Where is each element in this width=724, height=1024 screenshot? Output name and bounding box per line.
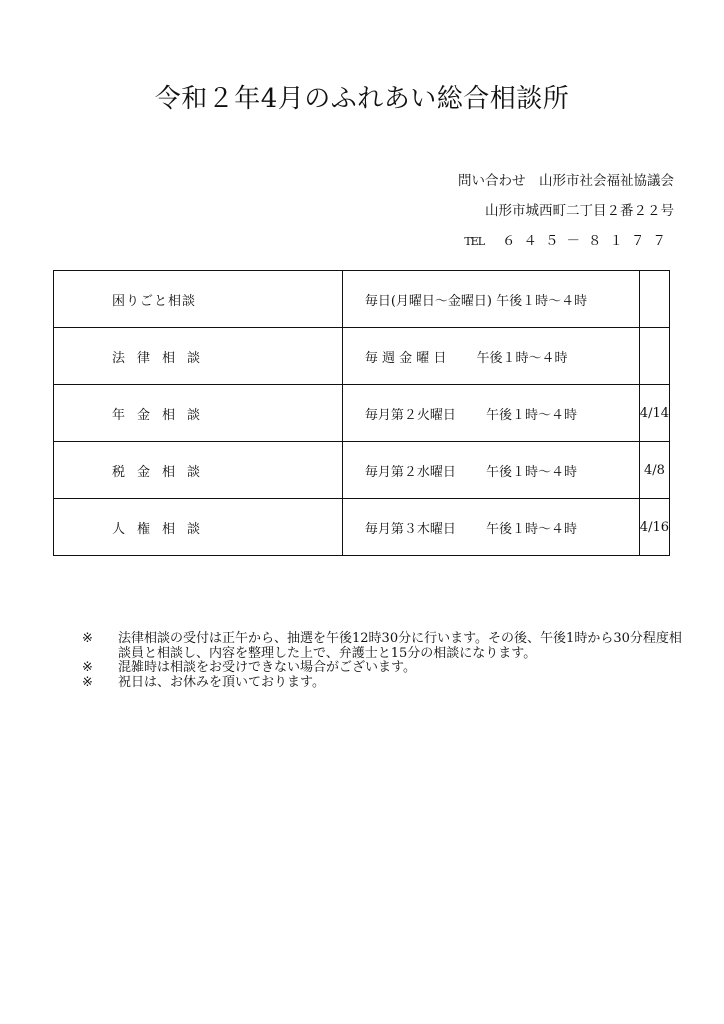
note-item bbox=[82, 676, 694, 691]
notes-list bbox=[82, 632, 694, 690]
consultation-date bbox=[639, 328, 669, 385]
tel-number: ６４５－８１７７ bbox=[502, 233, 674, 249]
table-row bbox=[54, 271, 670, 328]
note-mark: ※ bbox=[82, 631, 93, 646]
schedule-table bbox=[53, 270, 670, 556]
table-row bbox=[54, 328, 670, 385]
consultation-time: 毎月第２火曜日 午後１時～４時 bbox=[342, 385, 639, 442]
consultation-name: 人権相談 bbox=[54, 499, 343, 556]
note-item bbox=[82, 661, 694, 676]
contact-org: 山形市社会福祉協議会 bbox=[539, 173, 674, 189]
tel-mark: TEL bbox=[464, 235, 484, 248]
note-item bbox=[82, 632, 694, 661]
page-title: 令和２年4月のふれあい総合相談所 bbox=[154, 84, 570, 114]
consultation-time: 毎日(月曜日～金曜日) 午後１時～４時 bbox=[342, 271, 639, 328]
consultation-date: 4/14 bbox=[639, 385, 669, 442]
table-row bbox=[54, 499, 670, 556]
consultation-name: 年金相談 bbox=[54, 385, 343, 442]
contact-info bbox=[458, 166, 674, 257]
consultation-time: 毎月第３木曜日 午後１時～４時 bbox=[342, 499, 639, 556]
consultation-name: 法律相談 bbox=[54, 328, 343, 385]
consultation-time: 毎 週 金 曜 日 午後１時～４時 bbox=[342, 328, 639, 385]
contact-org-line bbox=[458, 166, 674, 196]
note-text: 祝日は、お休みを頂いております。 bbox=[118, 674, 325, 690]
consultation-date bbox=[639, 271, 669, 328]
consultation-date: 4/16 bbox=[639, 499, 669, 556]
contact-address: 山形市城西町二丁目２番２２号 bbox=[485, 203, 674, 219]
consultation-name: 税金相談 bbox=[54, 442, 343, 499]
note-mark: ※ bbox=[82, 674, 93, 690]
contact-label: 問い合わせ bbox=[458, 173, 526, 189]
note-mark: ※ bbox=[82, 660, 93, 675]
table-row bbox=[54, 442, 670, 499]
note-text: 法律相談の受付は正午から、抽選を午後12時30分に行います。その後、午後1時から30分程度相談員と相談し、内容を整理した上で、弁護士と15分の相談になります。 bbox=[118, 631, 682, 661]
table-row bbox=[54, 385, 670, 442]
consultation-time: 毎月第２水曜日 午後１時～４時 bbox=[342, 442, 639, 499]
consultation-name: 困りごと相談 bbox=[54, 271, 343, 328]
contact-tel-line bbox=[458, 226, 674, 257]
note-text: 混雑時は相談をお受けできない場合がございます。 bbox=[118, 660, 416, 675]
consultation-date: 4/8 bbox=[639, 442, 669, 499]
